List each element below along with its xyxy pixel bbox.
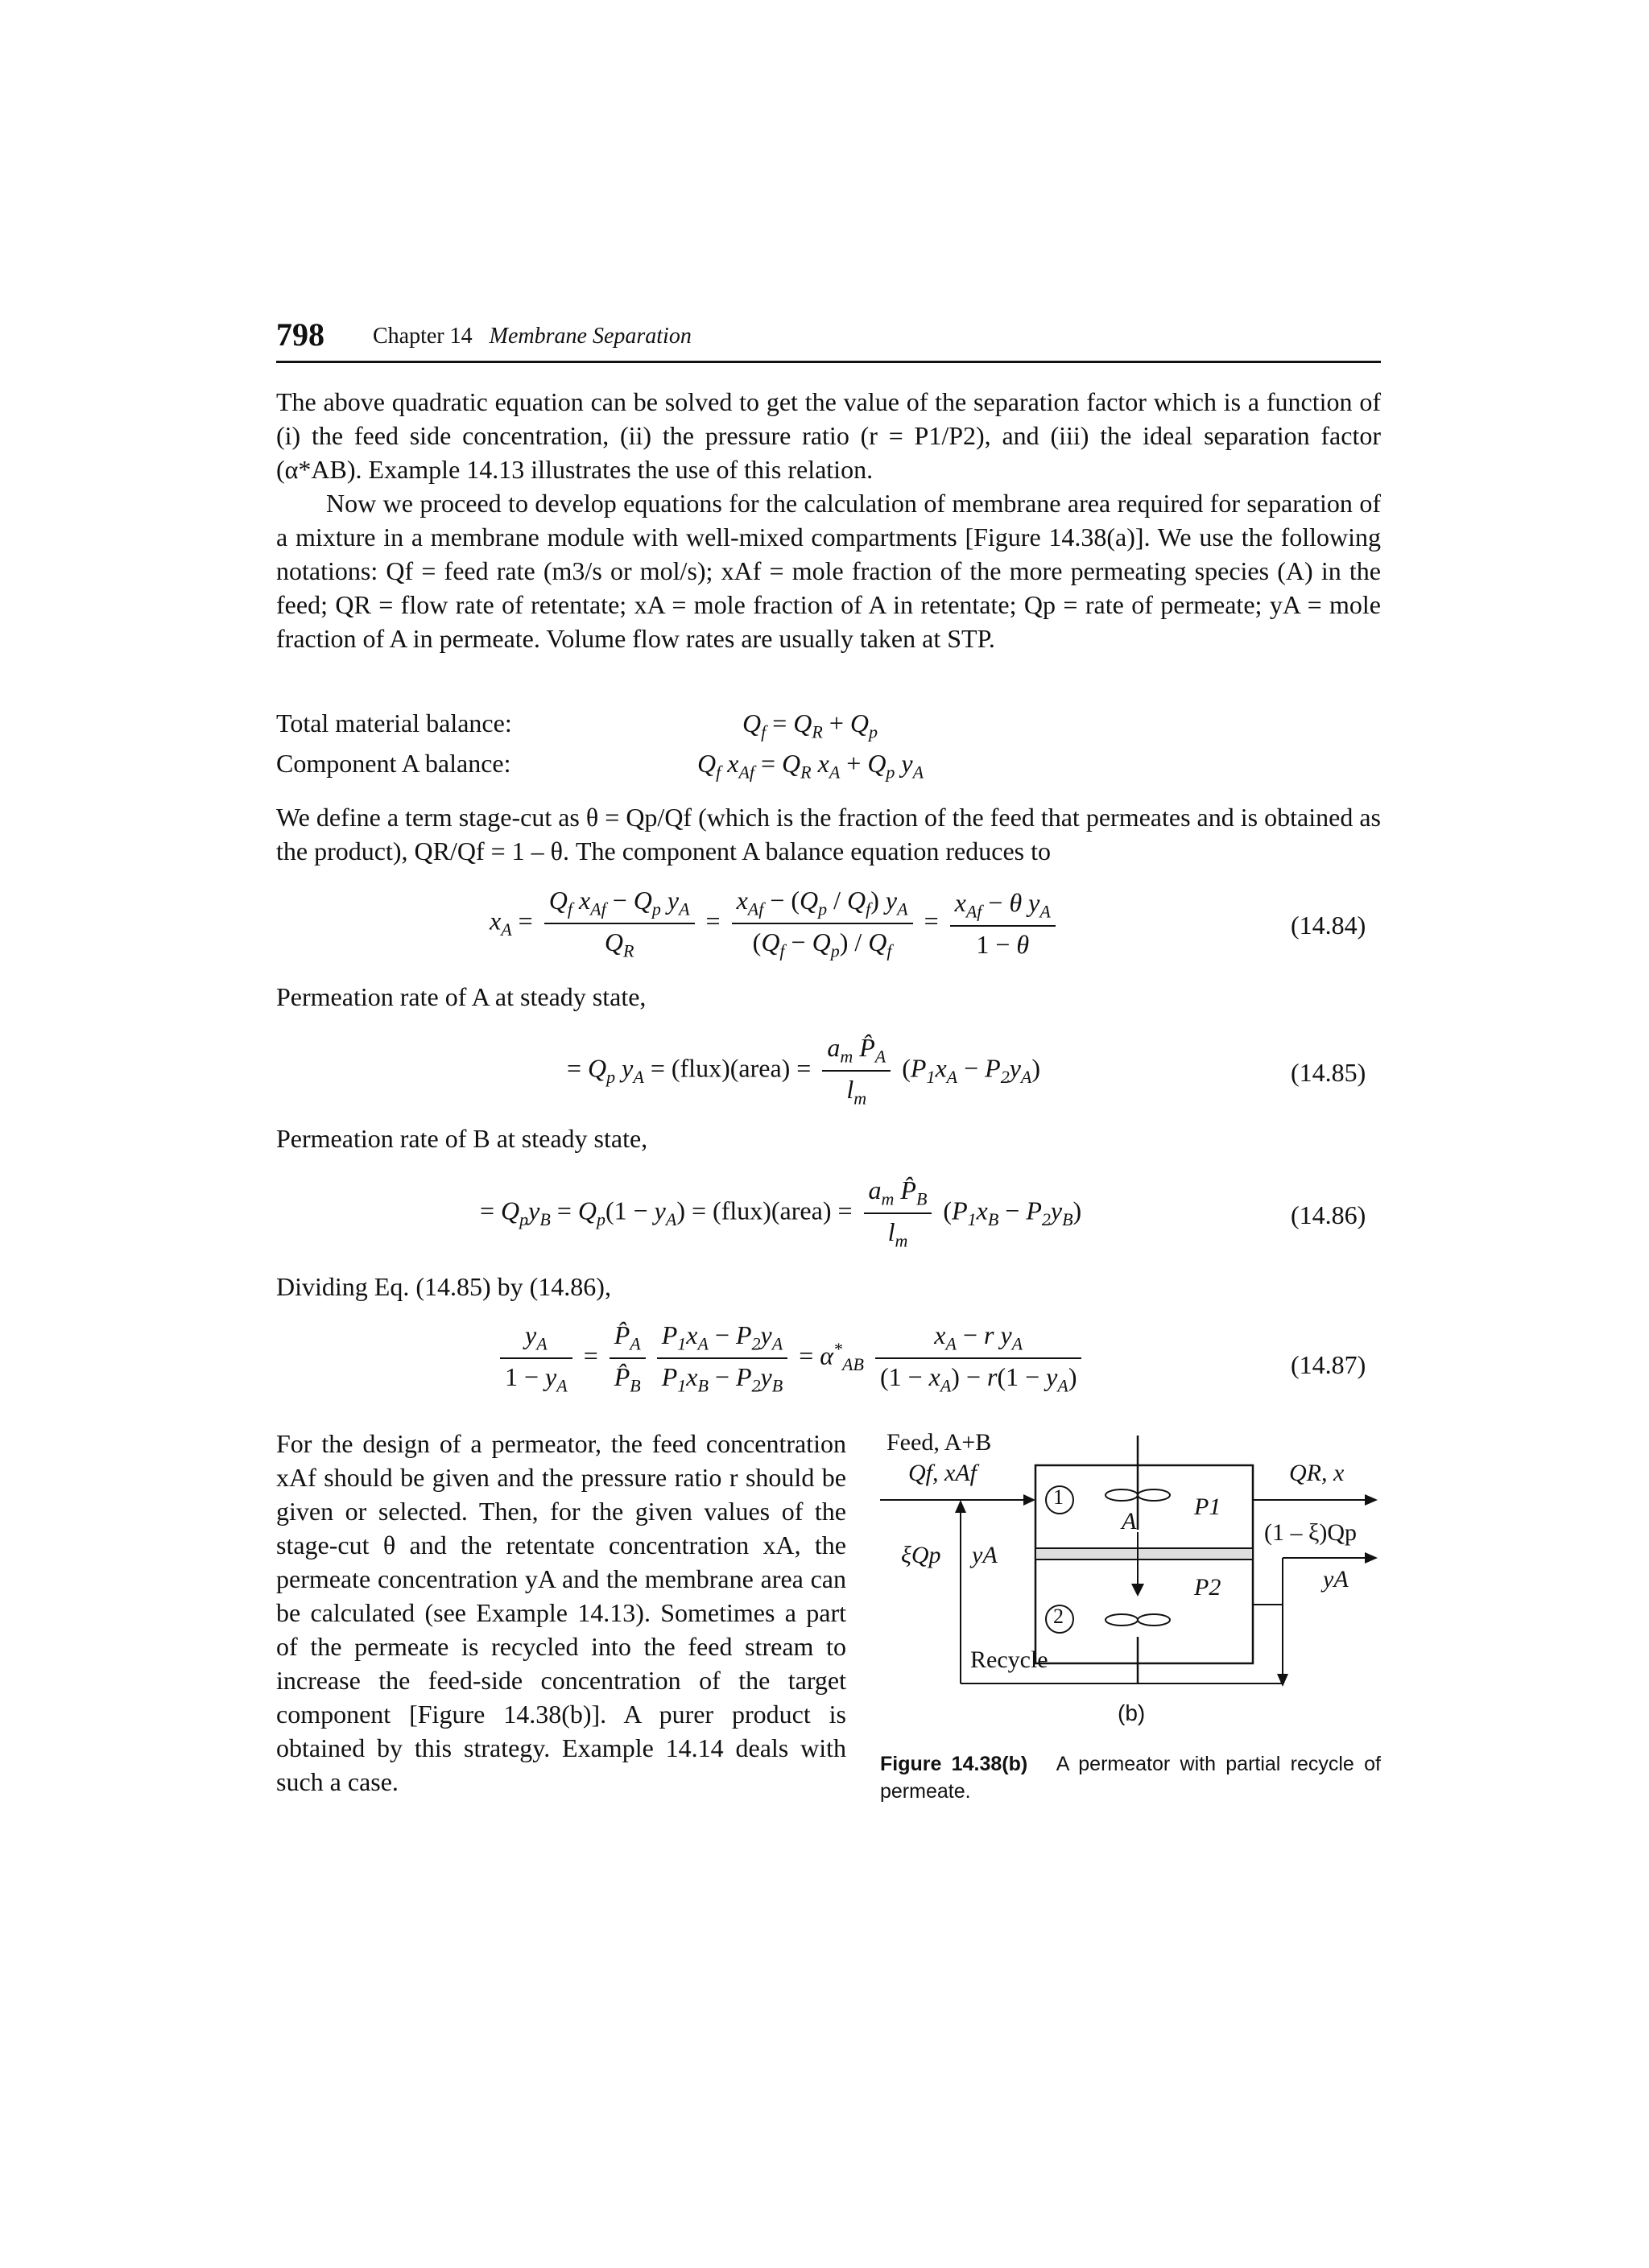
running-header: [276, 316, 1381, 363]
equation-14-84: $x_A$ = $\frac{Q_f x_{Af} - Q_p y_A}{Q_R}$ = $\frac{x_{Af} - (Q_p / Q_f) y_A}{(Q_f - Q_p) / Q_f}$ = $\frac{x_{Af} - \theta y_A}{1 - \theta}$: [490, 886, 1060, 962]
chapter-label: [373, 324, 692, 349]
compartment-2-label: 2: [1053, 1605, 1064, 1628]
recycle-fraction-label: (1 – ξ)Qp: [1264, 1519, 1358, 1546]
recycle-up-arrowhead: [955, 1500, 966, 1513]
feed-arrowhead: [1023, 1494, 1035, 1506]
recycle-label: Recycle: [970, 1646, 1048, 1673]
recycle-y-label: yA: [972, 1542, 998, 1568]
caption-label: Figure 14.38(b): [880, 1753, 1028, 1775]
p2-label: P2: [1194, 1574, 1221, 1601]
panel-label: (b): [1118, 1700, 1146, 1725]
equation-number-14-85: (14.85): [1291, 1058, 1366, 1087]
total-balance-equation: $Q_f = Q_R + Q_p$: [742, 708, 878, 742]
flux-area-text-2: (flux)(area): [713, 1196, 832, 1225]
species-label: A: [1122, 1508, 1137, 1535]
paragraph-1-text: The above quadratic equation can be solved to get the value of the separation factor which is a function of (i) the feed side concentration, (ii) the pressure ratio (r = P1/P2), and (iii) the ideal separation factor (α*AB). Example 14.13 illustrates the use of this relation.: [276, 387, 1381, 484]
paragraph-1: [276, 385, 1381, 486]
paragraph-7: For the design of a permeator, the feed concentration xAf should be given and the pressure ratio r should be given or selected. Then, for the given values of the stage-cut θ and the retentate concentration xA, the permeate concentration yA and the membrane area can be calculated (see Example 14.13). Sometimes a part of the permeate is recycled into the feed stream to increase the feed-side concentration of the target component [Figure 14.38(b)]. A purer product is obtained by this strategy. Example 14.14 deals with such a case.: [276, 1429, 846, 1796]
p1-label: P1: [1194, 1493, 1221, 1520]
total-balance-label: Total material balance:: [276, 708, 512, 737]
equation-number-14-87: (14.87): [1291, 1350, 1366, 1379]
equation-14-87: $\frac{y_A}{1 - y_A}$ = $\frac{P̂_A}{P̂_B}$ $\frac{P_1x_A - P_2y_A}{P_1x_B - P_2y_B}$ = $\alpha^*_{AB}$ $\frac{x_A - r y_A}{(1 - x_A) - r(1 - y_A)}$: [495, 1320, 1086, 1397]
compartment-1-label: 1: [1053, 1485, 1064, 1509]
paragraph-5: Permeation rate of B at steady state,: [276, 1124, 648, 1153]
impeller-1-left: [1106, 1489, 1138, 1501]
permeator-diagram: [872, 1429, 1387, 1735]
paragraph-6: Dividing Eq. (14.85) by (14.86),: [276, 1272, 611, 1301]
permeate-arrowhead: [1365, 1552, 1378, 1564]
chapter-title: Membrane Separation: [489, 324, 692, 349]
paragraph-2-text: Now we proceed to develop equations for the calculation of membrane area required for separation of a mixture in a membrane module with well-mixed compartments [Figure 14.38(a)]. We use the following notations: Qf = feed rate (m3/s or mol/s); xAf = mole fraction of the more permeating species (A) in the feed; QR = flow rate of retentate; xA = mole fraction of A in retentate; Qp = rate of permeate; yA = mole fraction of A in permeate. Volume flow rates are usually taken at STP.: [276, 489, 1381, 653]
intro-paragraphs: [276, 385, 1381, 655]
permeation-arrowhead: [1131, 1584, 1144, 1597]
page-number: 798: [276, 316, 324, 353]
equation-number-14-86: (14.86): [1291, 1200, 1366, 1229]
equation-14-86: = $Q_py_B = Q_p(1 - y_A)$ = (flux)(area) = $\frac{a_m P̂_B}{l_m}$ $(P_1x_B - P_2y_B)$: [480, 1175, 1082, 1251]
equation-14-85: = $Q_p$ $y_A$ = (flux)(area) = $\frac{a_m P̂_A}{l_m}$ $(P_1x_A - P_2y_A)$: [567, 1033, 1040, 1109]
recycle-split-label: ξQp: [901, 1542, 941, 1568]
impeller-1-right: [1138, 1489, 1170, 1501]
caption-text: A permeator with partial recycle of permeate.: [880, 1753, 1381, 1803]
permeate-product-y-label: yA: [1323, 1566, 1349, 1593]
equation-number-14-84: (14.84): [1291, 911, 1366, 940]
stage-cut-paragraph: [276, 800, 1381, 868]
membrane: [1035, 1548, 1253, 1560]
figure-caption: [880, 1750, 1381, 1805]
recycle-down-arrowhead: [1277, 1674, 1288, 1687]
feed-flow-label: Qf, xAf: [908, 1460, 977, 1486]
feed-label: Feed, A+B: [886, 1429, 992, 1456]
paragraph-4: Permeation rate of A at steady state,: [276, 982, 647, 1011]
retentate-label: QR, x: [1289, 1460, 1345, 1486]
impeller-2-right: [1138, 1614, 1170, 1626]
impeller-2-left: [1106, 1614, 1138, 1626]
paragraph-2: [276, 486, 1381, 655]
component-balance-label: Component A balance:: [276, 749, 511, 778]
chapter-number: Chapter 14: [373, 324, 473, 349]
flux-area-text-1: (flux)(area): [671, 1053, 791, 1083]
paragraph-3: We define a term stage-cut as θ = Qp/Qf (which is the fraction of the feed that permeates and is obtained as the product), QR/Qf = 1 – θ. The component A balance equation reduces to: [276, 803, 1381, 865]
component-balance-equation: $Q_f$ $x_{Af} = Q_R$ $x_A + Q_p$ $y_A$: [697, 749, 924, 783]
retentate-arrowhead: [1365, 1494, 1378, 1506]
